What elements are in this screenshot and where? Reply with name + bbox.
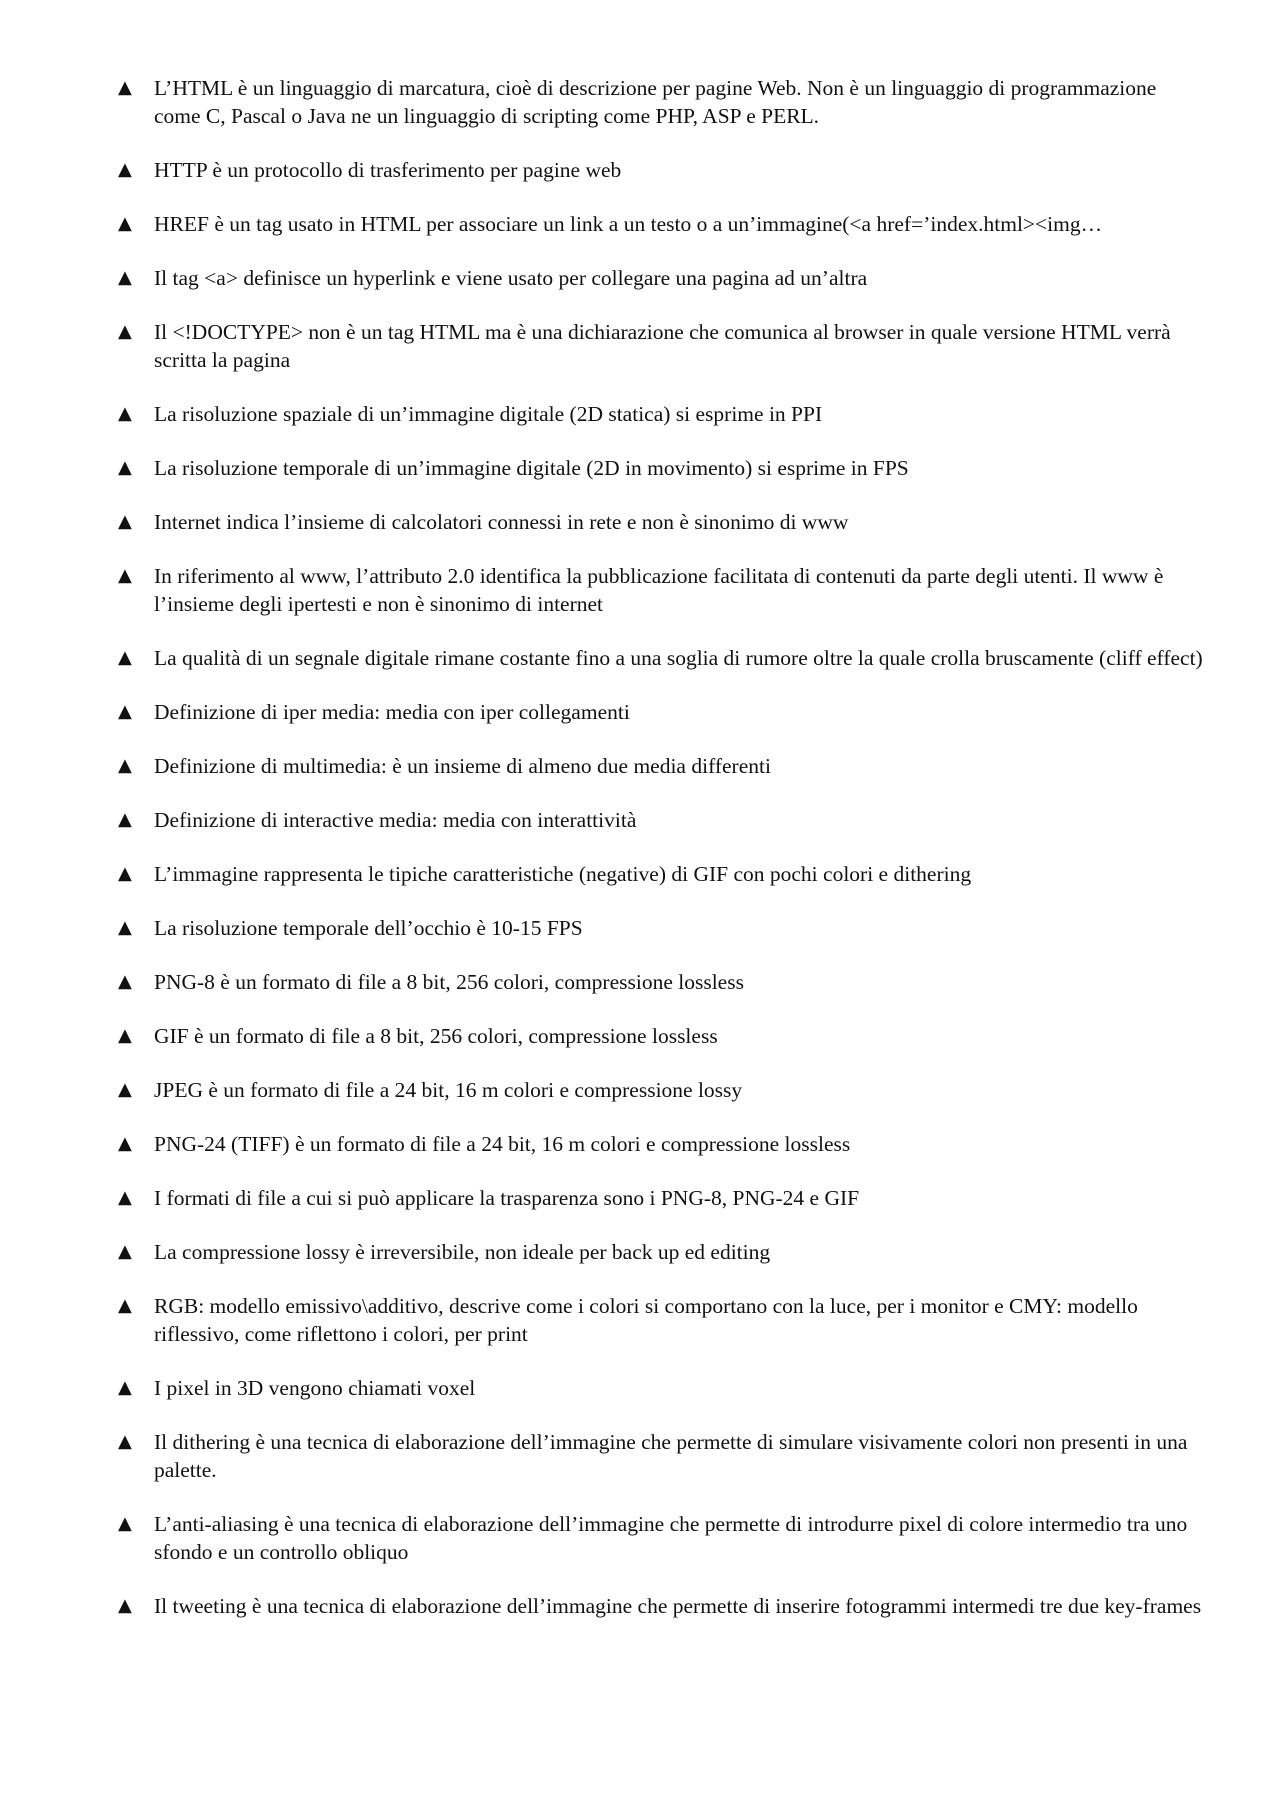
- list-item: [118, 1022, 1208, 1050]
- list-item-text: In riferimento al www, l’attributo 2.0 identifica la pubblicazione facilitata di contenuti da parte degli utenti. Il www è l’insieme degli ipertesti e non è sinonimo di internet: [154, 564, 1164, 616]
- list-item: [118, 860, 1208, 888]
- list-item: [118, 914, 1208, 942]
- list-item-text: L’HTML è un linguaggio di marcatura, cioè di descrizione per pagine Web. Non è un linguaggio di programmazione come C, Pascal o Java ne un linguaggio di scripting come PHP, ASP e PERL.: [154, 76, 1157, 128]
- list-item-text: I formati di file a cui si può applicare la trasparenza sono i PNG-8, PNG-24 e GIF: [154, 1186, 860, 1210]
- triangle-bullet-icon: ▲: [118, 267, 132, 288]
- list-item-text: La compressione lossy è irreversibile, non ideale per back up ed editing: [154, 1240, 771, 1264]
- triangle-bullet-icon: ▲: [118, 647, 132, 668]
- triangle-bullet-icon: ▲: [118, 321, 132, 342]
- list-item: [118, 1592, 1208, 1620]
- triangle-bullet-icon: ▲: [118, 565, 132, 586]
- triangle-bullet-icon: ▲: [118, 1595, 132, 1616]
- list-item: [118, 400, 1208, 428]
- list-item-text: Internet indica l’insieme di calcolatori connessi in rete e non è sinonimo di www: [154, 510, 849, 534]
- list-item: [118, 1292, 1208, 1348]
- triangle-bullet-icon: ▲: [118, 1513, 132, 1534]
- triangle-bullet-icon: ▲: [118, 1241, 132, 1262]
- triangle-bullet-icon: ▲: [118, 1079, 132, 1100]
- list-item: [118, 1184, 1208, 1212]
- triangle-bullet-icon: ▲: [118, 1431, 132, 1452]
- triangle-bullet-icon: ▲: [118, 1187, 132, 1208]
- triangle-bullet-icon: ▲: [118, 755, 132, 776]
- list-item: [118, 1510, 1208, 1566]
- list-item-text: La risoluzione spaziale di un’immagine digitale (2D statica) si esprime in PPI: [154, 402, 823, 426]
- list-item: [118, 210, 1208, 238]
- list-item-text: L’immagine rappresenta le tipiche caratteristiche (negative) di GIF con pochi colori e dithering: [154, 862, 972, 886]
- triangle-bullet-icon: ▲: [118, 213, 132, 234]
- triangle-bullet-icon: ▲: [118, 701, 132, 722]
- triangle-bullet-icon: ▲: [118, 159, 132, 180]
- list-item: [118, 318, 1208, 374]
- list-item: [118, 644, 1208, 672]
- list-item-text: Definizione di iper media: media con iper collegamenti: [154, 700, 630, 724]
- list-item: [118, 752, 1208, 780]
- triangle-bullet-icon: ▲: [118, 457, 132, 478]
- list-item-text: Il tweeting è una tecnica di elaborazione dell’immagine che permette di inserire fotogrammi intermedi tre due key-frames: [154, 1594, 1202, 1618]
- triangle-bullet-icon: ▲: [118, 917, 132, 938]
- triangle-bullet-icon: ▲: [118, 1377, 132, 1398]
- list-item-text: HTTP è un protocollo di trasferimento per pagine web: [154, 158, 622, 182]
- list-item-text: L’anti-aliasing è una tecnica di elaborazione dell’immagine che permette di introdurre pixel di colore intermedio tra uno sfondo e un controllo obliquo: [154, 1512, 1188, 1564]
- list-item: [118, 156, 1208, 184]
- list-item-text: Definizione di multimedia: è un insieme di almeno due media differenti: [154, 754, 771, 778]
- list-item: [118, 698, 1208, 726]
- triangle-bullet-icon: ▲: [118, 863, 132, 884]
- list-item-text: PNG-24 (TIFF) è un formato di file a 24 bit, 16 m colori e compressione lossless: [154, 1132, 851, 1156]
- list-item: [118, 264, 1208, 292]
- triangle-bullet-icon: ▲: [118, 1133, 132, 1154]
- list-item-text: HREF è un tag usato in HTML per associare un link a un testo o a un’immagine(<a href=’index.html><img…: [154, 212, 1103, 236]
- triangle-bullet-icon: ▲: [118, 403, 132, 424]
- list-item-text: Il tag <a> definisce un hyperlink e viene usato per collegare una pagina ad un’altra: [154, 266, 868, 290]
- list-item-text: La risoluzione temporale dell’occhio è 10-15 FPS: [154, 916, 583, 940]
- list-item-text: Definizione di interactive media: media con interattività: [154, 808, 637, 832]
- bullet-list: [118, 74, 1208, 1646]
- list-item: [118, 806, 1208, 834]
- list-item-text: La qualità di un segnale digitale rimane costante fino a una soglia di rumore oltre la quale crolla bruscamente (cliff effect): [154, 646, 1203, 670]
- list-item: [118, 454, 1208, 482]
- triangle-bullet-icon: ▲: [118, 1025, 132, 1046]
- list-item-text: Il dithering è una tecnica di elaborazione dell’immagine che permette di simulare visivamente colori non presenti in una palette.: [154, 1430, 1188, 1482]
- list-item: [118, 1374, 1208, 1402]
- list-item: [118, 968, 1208, 996]
- list-item-text: PNG-8 è un formato di file a 8 bit, 256 colori, compressione lossless: [154, 970, 744, 994]
- triangle-bullet-icon: ▲: [118, 1295, 132, 1316]
- triangle-bullet-icon: ▲: [118, 809, 132, 830]
- triangle-bullet-icon: ▲: [118, 77, 132, 98]
- triangle-bullet-icon: ▲: [118, 971, 132, 992]
- list-item-text: I pixel in 3D vengono chiamati voxel: [154, 1376, 476, 1400]
- list-item-text: JPEG è un formato di file a 24 bit, 16 m colori e compressione lossy: [154, 1078, 743, 1102]
- list-item-text: Il <!DOCTYPE> non è un tag HTML ma è una dichiarazione che comunica al browser in quale versione HTML verrà scritta la pagina: [154, 320, 1171, 372]
- list-item: [118, 1076, 1208, 1104]
- list-item-text: RGB: modello emissivo\additivo, descrive come i colori si comportano con la luce, per i monitor e CMY: modello riflessivo, come riflettono i colori, per print: [154, 1294, 1138, 1346]
- list-item: [118, 74, 1208, 130]
- list-item: [118, 1428, 1208, 1484]
- list-item: [118, 1130, 1208, 1158]
- list-item-text: GIF è un formato di file a 8 bit, 256 colori, compressione lossless: [154, 1024, 718, 1048]
- list-item: [118, 1238, 1208, 1266]
- triangle-bullet-icon: ▲: [118, 511, 132, 532]
- list-item-text: La risoluzione temporale di un’immagine digitale (2D in movimento) si esprime in FPS: [154, 456, 909, 480]
- list-item: [118, 508, 1208, 536]
- list-item: [118, 562, 1208, 618]
